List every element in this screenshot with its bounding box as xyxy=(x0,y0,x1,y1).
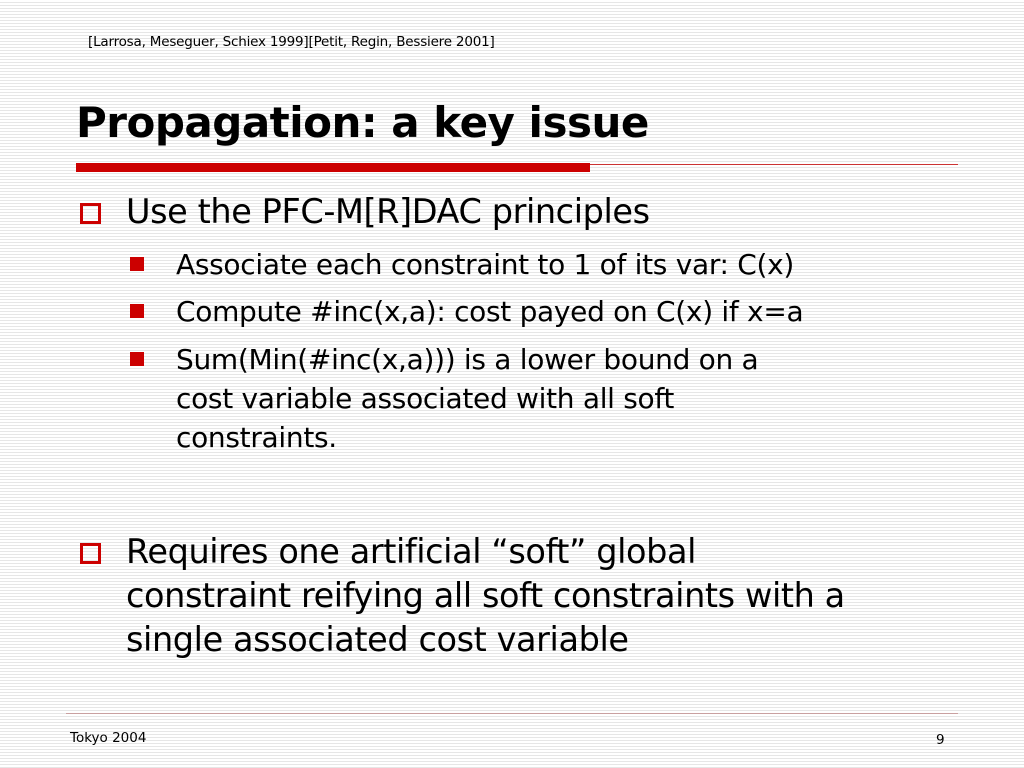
slide-title: Propagation: a key issue xyxy=(76,98,649,147)
bullet-pfc-principles xyxy=(126,190,650,234)
sub-bullet-text: Associate each constraint to 1 of its var: C(x) xyxy=(176,248,795,281)
title-underline-bar xyxy=(76,163,590,172)
sub-bullet-line-1: Sum(Min(#inc(x,a))) is a lower bound on a xyxy=(176,343,759,376)
bullet-soft-global-constraint xyxy=(126,530,845,662)
page-number: 9 xyxy=(936,732,945,748)
sub-bullet-sum-min xyxy=(176,340,758,457)
citation: [Larrosa, Meseguer, Schiex 1999][Petit, Regin, Bessiere 2001] xyxy=(88,34,495,50)
footer-divider xyxy=(66,713,958,714)
bullet-line-2: constraint reifying all soft constraints with a xyxy=(126,576,845,615)
bullet-line-3: single associated cost variable xyxy=(126,620,629,659)
filled-square-bullet-icon xyxy=(130,257,144,271)
sub-bullet-associate xyxy=(176,245,794,284)
hollow-square-bullet-icon xyxy=(80,543,101,564)
filled-square-bullet-icon xyxy=(130,304,144,318)
sub-bullet-line-2: cost variable associated with all soft xyxy=(176,382,675,415)
sub-bullet-compute xyxy=(176,292,803,331)
sub-bullet-text: Compute #inc(x,a): cost payed on C(x) if x=a xyxy=(176,295,804,328)
title-underline-line xyxy=(590,164,958,165)
sub-bullet-line-3: constraints. xyxy=(176,421,337,454)
filled-square-bullet-icon xyxy=(130,352,144,366)
bullet-line-1: Requires one artificial “soft” global xyxy=(126,532,696,571)
footer-event: Tokyo 2004 xyxy=(70,730,147,746)
hollow-square-bullet-icon xyxy=(80,203,101,224)
bullet-text: Use the PFC-M[R]DAC principles xyxy=(126,192,650,231)
